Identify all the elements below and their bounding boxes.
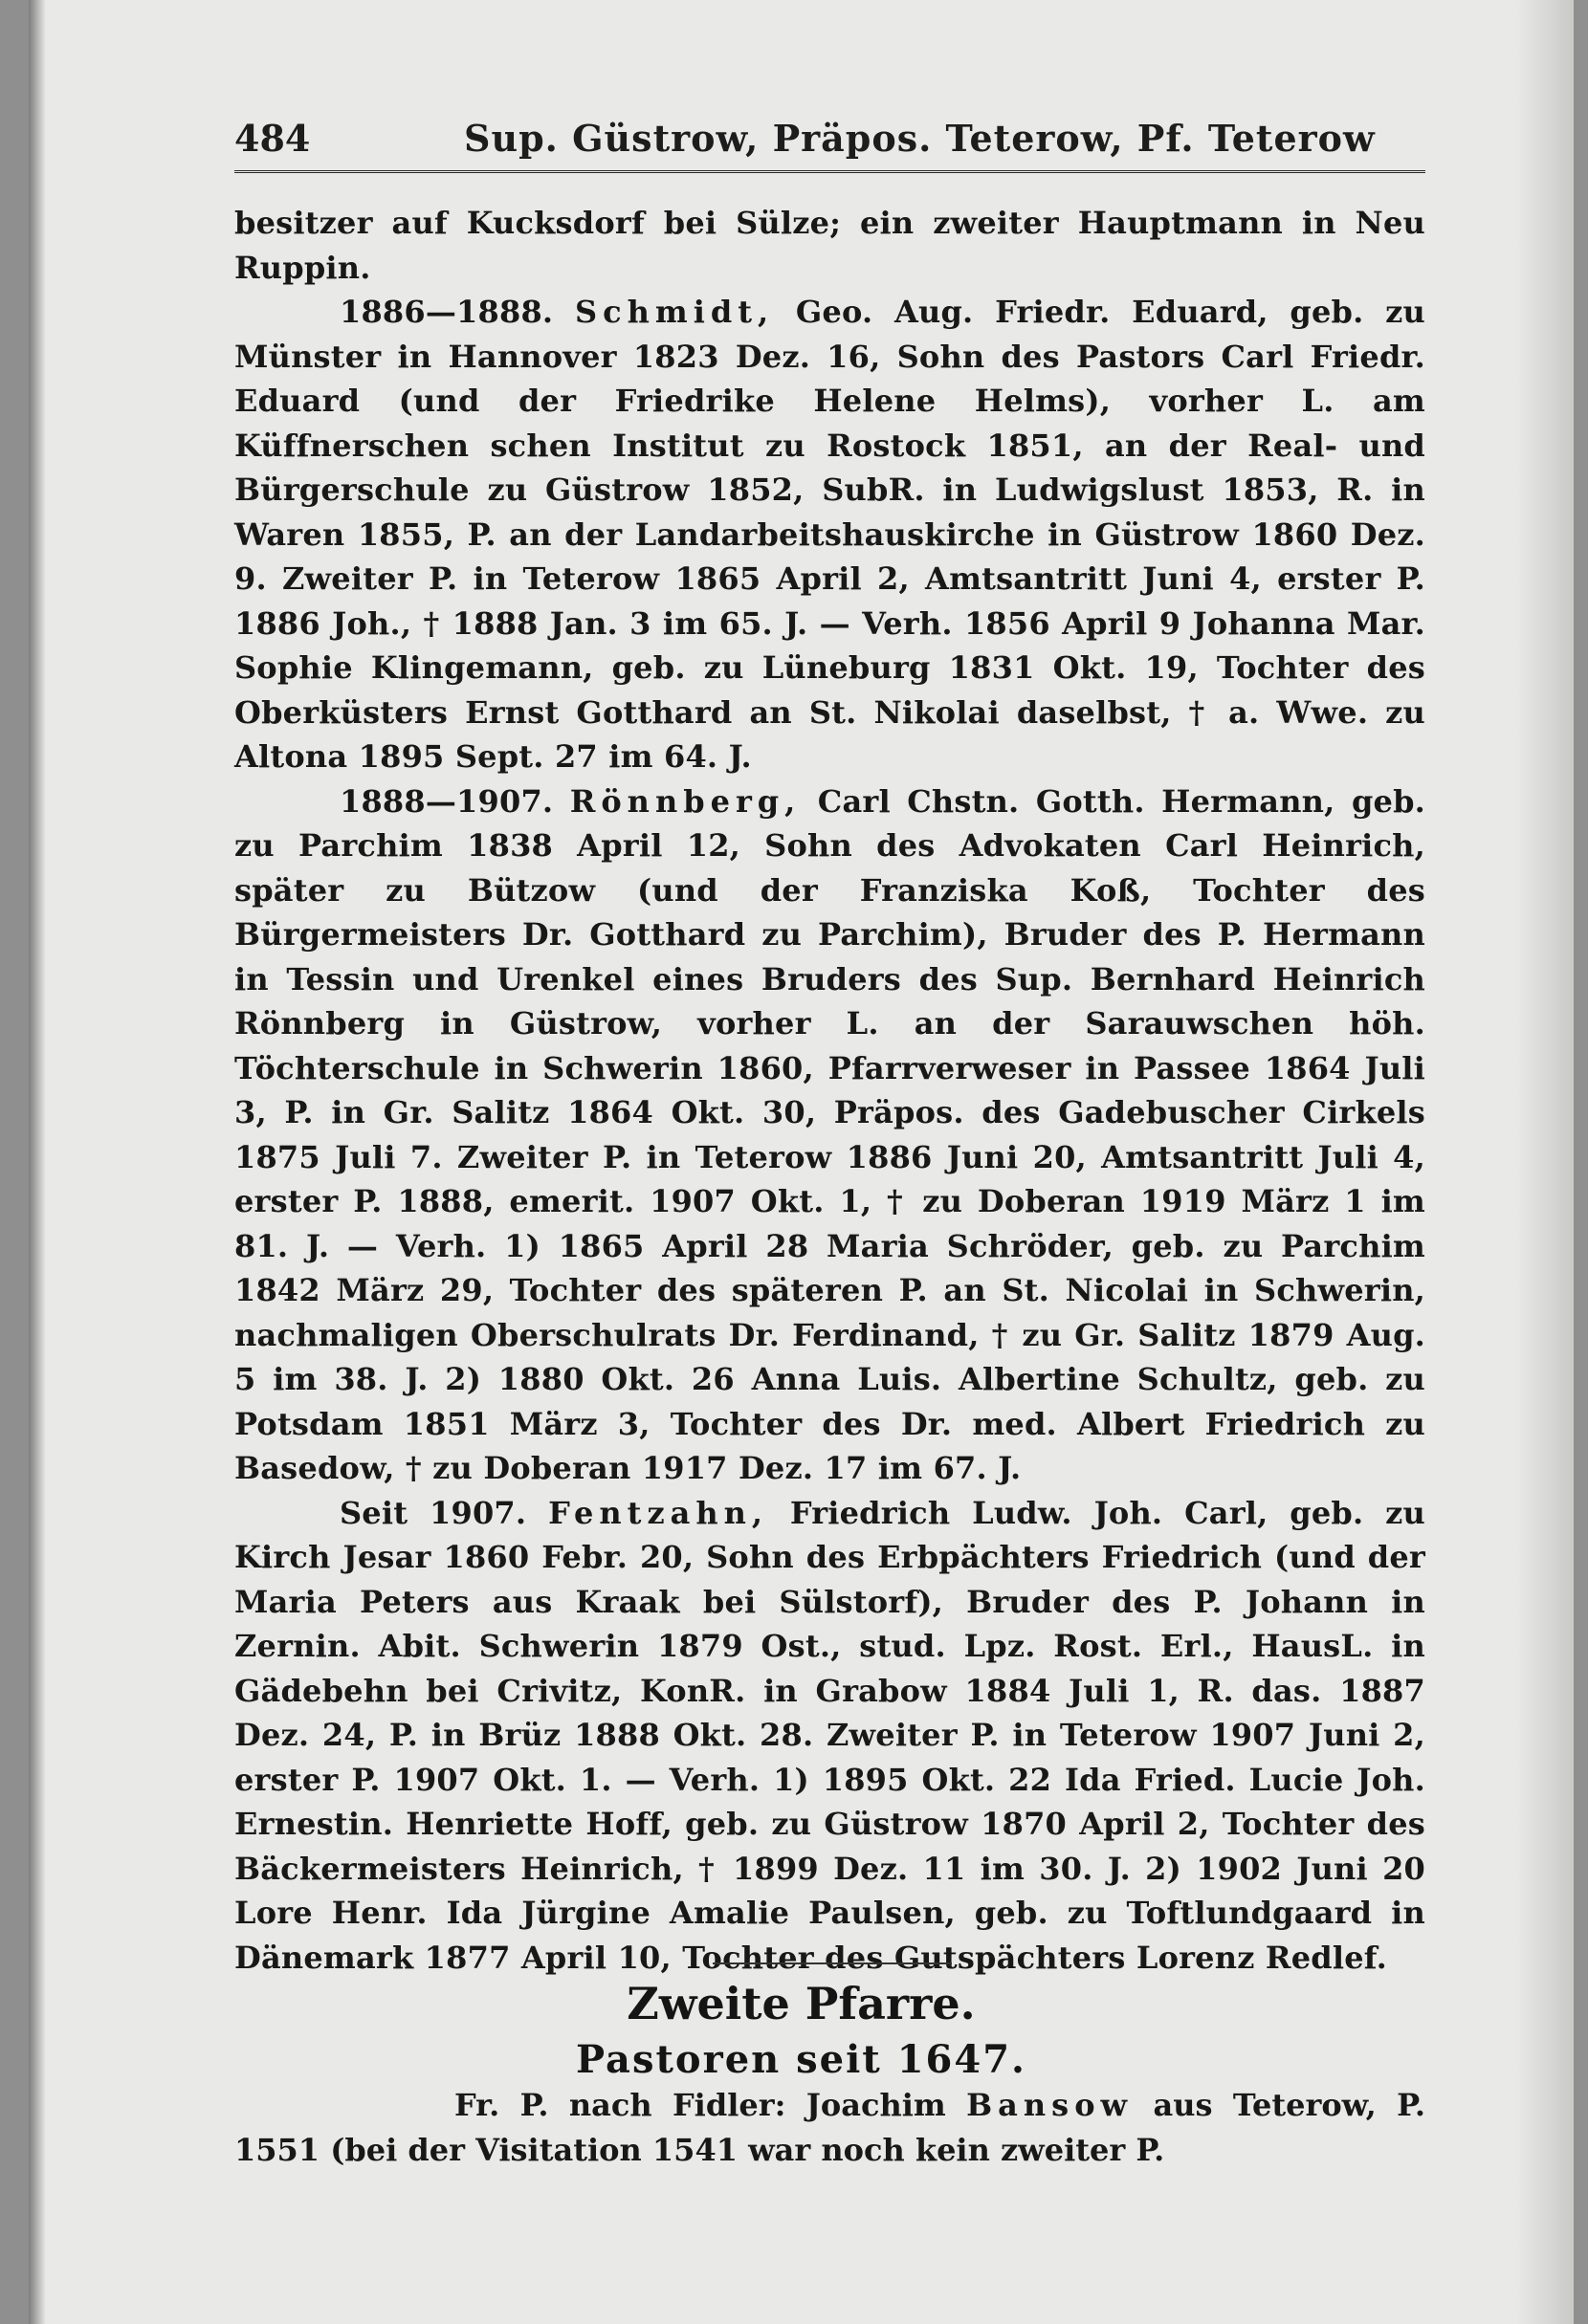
entry-roennberg — [234, 779, 1425, 1491]
scan-speck — [1545, 1277, 1555, 1290]
header-title: Sup. Güstrow, Präpos. Teterow, Pf. Teterow — [464, 117, 1376, 160]
entry-text: Friedrich Ludw. Joh. Carl, geb. zu Kirch Jesar 1860 Febr. 20, Sohn des Erbpächters Friedrich (und der Maria Peters aus Kraak bei Sülstorf), Bruder des P. Johann in Zernin. Abit. Schwerin 1879 Ost., stud. Lpz. Rost. Erl., HausL. in Gädebehn bei Crivitz, KonR. in Grabow 1884 Juli 1, R. das. 1887 Dez. 24, P. in Brüz 1888 Okt. 28. Zweiter P. in Teterow 1907 Juni 2, erster P. 1907 Okt. 1. — Verh. 1) 1895 Okt. 22 Ida Fried. Lucie Joh. Ernestin. Henriette Hoff, geb. zu Güstrow 1870 April 2, Tochter des Bäckermeisters Heinrich, † 1899 Dez. 11 im 30. J. 2) 1902 Juni 20 Lore Henr. Ida Jürgine Amalie Paulsen, geb. zu Toftlundgaard in Dänemark 1877 April 10, Tochter des Gutspächters Lorenz Redlef. — [234, 1494, 1425, 1976]
section-heading: Zweite Pfarre. — [627, 1978, 976, 2029]
entry-bansow — [234, 2083, 1425, 2172]
entry-name: Rönnberg, — [569, 782, 802, 820]
entry-schmidt — [234, 290, 1425, 779]
section-subheading: Pastoren seit 1647. — [576, 2037, 1026, 2082]
main-text — [234, 201, 1425, 1980]
entry-lead: Fr. P. nach Fidler: Joachim — [454, 2087, 946, 2123]
header-rule — [234, 170, 1425, 173]
entry-fentzahn — [234, 1491, 1425, 1981]
entry-name: Bansow — [966, 2087, 1134, 2123]
entry-years: Seit 1907. — [340, 1494, 527, 1531]
entry-text: aus Teterow, P. 1551 (bei der Visitation 1541 war noch kein zweiter P. — [234, 2087, 1426, 2168]
page-number: 484 — [234, 117, 311, 160]
entry-name: Schmidt, — [574, 294, 775, 330]
entry-text: Carl Chstn. Gotth. Hermann, geb. zu Parchim 1838 April 12, Sohn des Advokaten Carl Heinrich, später zu Bützow (und der Franziska Koß, Tochter des Bürgermeisters Dr. Gotthard zu Parchim), Bruder des P. Hermann in Tessin und Urenkel eines Bruders des Sup. Bernhard Heinrich Rönnberg in Güstrow, vorher L. an der Sarauwschen höh. Töchterschule in Schwerin 1860, Pfarrverweser in Passee 1864 Juli 3, P. in Gr. Salitz 1864 Okt. 30, Präpos. des Gadebuscher Cirkels 1875 Juli 7. Zweiter P. in Teterow 1886 Juni 20, Amtsantritt Juli 4, erster P. 1888, emerit. 1907 Okt. 1, † zu Doberan 1919 März 1 im 81. J. — Verh. 1) 1865 April 28 Maria Schröder, geb. zu Parchim 1842 März 29, Tochter des späteren P. an St. Nicolai in Schwerin, nachmaligen Oberschulrats Dr. Ferdinand, † zu Gr. Salitz 1879 Aug. 5 im 38. J. 2) 1880 Okt. 26 Anna Luis. Albertine Schultz, geb. zu Potsdam 1851 März 3, Tochter des Dr. med. Albert Friedrich zu Basedow, † zu Doberan 1917 Dez. 17 im 67. J. — [234, 782, 1425, 1486]
entry-years: 1886—1888. — [340, 294, 554, 330]
entry-years: 1888—1907. — [340, 782, 554, 820]
book-page — [29, 0, 1574, 2324]
entry-name: Fentzahn, — [548, 1494, 769, 1531]
section-text — [234, 2083, 1425, 2172]
section-divider — [713, 1962, 952, 1964]
paragraph-continuation: besitzer auf Kucksdorf bei Sülze; ein zweiter Hauptmann in Neu Ruppin. — [234, 205, 1425, 286]
entry-text: Geo. Aug. Friedr. Eduard, geb. zu Münster in Hannover 1823 Dez. 16, Sohn des Pastors Carl Friedr. Eduard (und der Friedrike Helene Helms), vorher L. am Küffnerschen schen Institut zu Rostock 1851, an der Real- und Bürgerschule zu Güstrow 1852, SubR. in Ludwigslust 1853, R. in Waren 1855, P. an der Landarbeitshauskirche in Güstrow 1860 Dez. 9. Zweiter P. in Teterow 1865 April 2, Amtsantritt Juni 4, erster P. 1886 Joh., † 1888 Jan. 3 im 65. J. — Verh. 1856 April 9 Johanna Mar. Sophie Klingemann, geb. zu Lüneburg 1831 Okt. 19, Tochter des Oberküsters Ernst Gotthard an St. Nikolai daselbst, † a. Wwe. zu Altona 1895 Sept. 27 im 64. J. — [234, 294, 1426, 775]
running-header — [234, 117, 1425, 174]
